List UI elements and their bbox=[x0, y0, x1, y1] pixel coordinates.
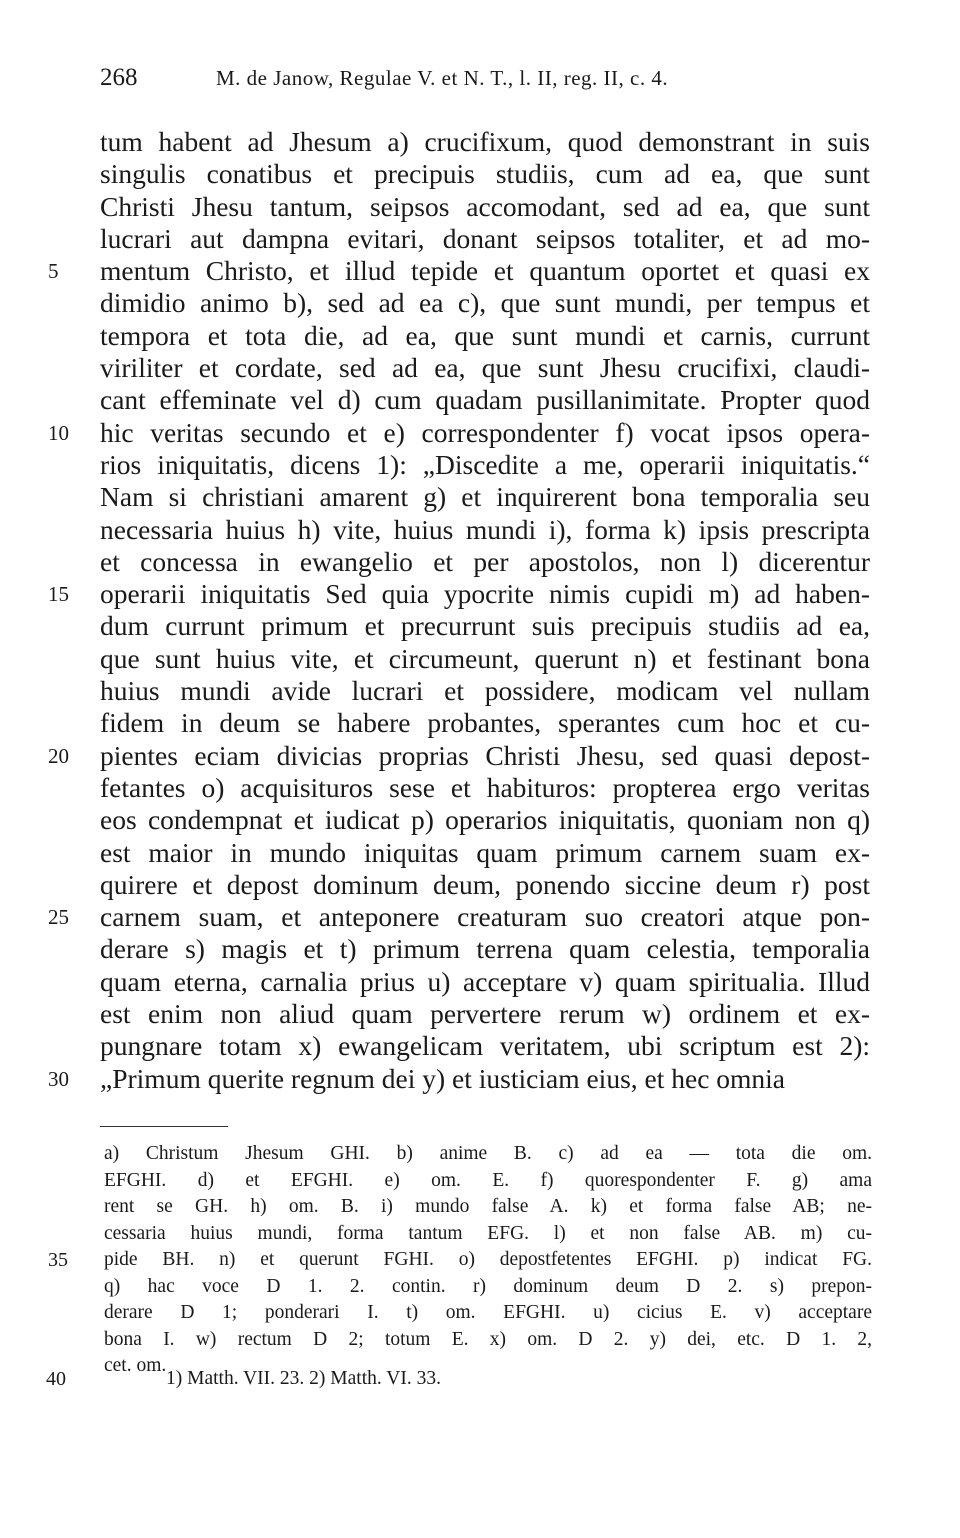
running-head: M. de Janow, Regulae V. et N. T., l. II, reg. II, c. 4. bbox=[216, 66, 669, 90]
footnote-line bbox=[104, 1221, 872, 1248]
line-number: 35 bbox=[48, 1249, 68, 1271]
body-line bbox=[100, 320, 870, 352]
body-line-text: tum habent ad Jhesum a) crucifixum, quod demonstrant in suis bbox=[100, 126, 870, 157]
body-line bbox=[100, 610, 870, 642]
body-line-text: operarii iniquitatis Sed quia ypocrite nimis cupidi m) ad haben- bbox=[100, 578, 870, 610]
line-number: 25 bbox=[48, 905, 69, 930]
body-line bbox=[100, 966, 870, 998]
footnote-line bbox=[104, 1194, 872, 1221]
body-line bbox=[100, 707, 870, 739]
page-header bbox=[100, 64, 870, 100]
page-number: 268 bbox=[100, 64, 138, 91]
body-line bbox=[100, 287, 870, 319]
body-line-text: huius mundi avide lucrari et possidere, modicam vel nullam bbox=[100, 675, 870, 707]
body-line bbox=[100, 998, 870, 1030]
footnote-line-text: cessaria huius mundi, forma tantum EFG. l) et non false AB. m) cu- bbox=[104, 1222, 872, 1244]
body-line bbox=[100, 449, 870, 481]
body-line bbox=[48, 739, 870, 772]
body-line bbox=[100, 869, 870, 901]
body-line-text: dimidio animo b), sed ad ea c), que sunt mundi, per tempus et bbox=[100, 287, 870, 319]
footnote-line bbox=[104, 1274, 872, 1301]
body-line-text: mentum Christo, et illud tepide et quantum oportet et quasi ex bbox=[100, 255, 870, 287]
body-line bbox=[100, 643, 870, 675]
body-line bbox=[100, 158, 870, 190]
footnote-line bbox=[104, 1327, 872, 1354]
footnote-line bbox=[104, 1141, 872, 1168]
body-line-text: cant effeminate vel d) cum quadam pusillanimitate. Propter quod bbox=[100, 384, 870, 416]
body-line bbox=[100, 223, 870, 255]
source-notes: 1) Matth. VII. 23. 2) Matth. VI. 33. bbox=[166, 1368, 441, 1389]
body-line bbox=[100, 546, 870, 578]
body-line bbox=[100, 1030, 870, 1062]
body-line-text: dum currunt primum et precurrunt suis precipuis studiis ad ea, bbox=[100, 610, 870, 642]
body-line-text: carnem suam, et anteponere creaturam suo creatori atque pon- bbox=[100, 901, 870, 933]
body-line bbox=[48, 1062, 870, 1095]
footnote-line-text: bona I. w) rectum D 2; totum E. x) om. D 2. y) dei, etc. D 1. 2, bbox=[104, 1328, 872, 1350]
body-line bbox=[100, 514, 870, 546]
footnote-line-text: pide BH. n) et querunt FGHI. o) depostfetentes EFGHI. p) indicat FG. bbox=[104, 1249, 872, 1270]
body-line-text: lucrari aut dampna evitari, donant seipsos totaliter, et ad mo- bbox=[100, 222, 870, 254]
body-line bbox=[48, 255, 870, 287]
body-line bbox=[100, 804, 870, 836]
body-line-text: viriliter et cordate, sed ad ea, que sunt Jhesu crucifixi, claudi- bbox=[100, 352, 870, 384]
body-line bbox=[100, 191, 870, 223]
body-line-text: singulis conatibus et precipuis studiis, cum ad ea, que sunt bbox=[100, 158, 870, 190]
body-line-text: quirere et depost dominum deum, ponendo siccine deum r) post bbox=[100, 868, 870, 900]
source-line-number: 40 bbox=[46, 1368, 66, 1390]
footnote-line-text: a) Christum Jhesum GHI. b) anime B. c) ad ea — tota die om. bbox=[104, 1143, 872, 1164]
body-line-text: fidem in deum se habere probantes, sperantes cum hoc et cu- bbox=[100, 707, 870, 739]
footnote-line-text: q) hac voce D 1. 2. contin. r) dominum deum D 2. s) prepon- bbox=[104, 1275, 872, 1297]
body-line bbox=[100, 772, 870, 804]
line-number: 5 bbox=[48, 259, 59, 284]
footnote-line bbox=[104, 1168, 872, 1195]
footnote-line-text: cet. om. bbox=[104, 1355, 167, 1376]
body-line bbox=[100, 675, 870, 707]
body-line bbox=[100, 126, 870, 158]
body-line-text: pungnare totam x) ewangelicam veritatem, ubi scriptum est 2): bbox=[100, 1030, 870, 1062]
body-line bbox=[48, 901, 870, 933]
body-line-text: pientes eciam divicias proprias Christi Jhesu, sed quasi depost- bbox=[100, 739, 870, 771]
body-line bbox=[48, 416, 870, 449]
line-number: 20 bbox=[48, 743, 69, 768]
footnote-line bbox=[48, 1247, 872, 1274]
body-line-text: et concessa in ewangelio et per apostolos, non l) dicerentur bbox=[100, 545, 870, 577]
footnote-line bbox=[104, 1300, 872, 1327]
body-line-text: hic veritas secundo et e) correspondenter f) vocat ipsos opera- bbox=[100, 416, 870, 448]
main-text bbox=[48, 126, 870, 1095]
body-line-text: est maior in mundo iniquitas quam primum carnem suam ex- bbox=[100, 836, 870, 868]
body-line bbox=[100, 933, 870, 965]
body-line bbox=[100, 384, 870, 416]
body-line bbox=[100, 837, 870, 869]
footnote-separator bbox=[100, 1126, 228, 1127]
body-line-text: Christi Jhesu tantum, seipsos accomodant, sed ad ea, que sunt bbox=[100, 190, 870, 222]
body-line-text: „Primum querite regnum dei y) et iusticiam eius, et hec omnia bbox=[100, 1062, 786, 1094]
line-number: 15 bbox=[48, 582, 69, 607]
body-line-text: que sunt huius vite, et circumeunt, querunt n) et festinant bona bbox=[100, 642, 870, 674]
footnotes bbox=[48, 1141, 872, 1380]
footnote-line-text: rent se GH. h) om. B. i) mundo false A. k) et forma false AB; ne- bbox=[104, 1196, 872, 1217]
body-line bbox=[100, 481, 870, 513]
body-line-text: necessaria huius h) vite, huius mundi i), forma k) ipsis prescripta bbox=[100, 513, 870, 545]
body-line-text: derare s) magis et t) primum terrena quam celestia, temporalia bbox=[100, 933, 870, 965]
body-line-text: tempora et tota die, ad ea, que sunt mundi et carnis, currunt bbox=[100, 319, 870, 351]
body-line-text: rios iniquitatis, dicens 1): „Discedite a me, operarii iniquitatis.“ bbox=[100, 448, 870, 480]
footnote-line-text: EFGHI. d) et EFGHI. e) om. E. f) quorespondenter F. g) ama bbox=[104, 1169, 872, 1191]
body-line-text: fetantes o) acquisituros sese et habituros: propterea ergo veritas bbox=[100, 771, 870, 803]
line-number: 10 bbox=[48, 420, 69, 445]
body-line-text: quam eterna, carnalia prius u) acceptare v) quam spiritualia. Illud bbox=[100, 965, 870, 997]
body-line bbox=[48, 578, 870, 610]
body-line-text: Nam si christiani amarent g) et inquirerent bona temporalia seu bbox=[100, 481, 870, 513]
footnote-line-text: derare D 1; ponderari I. t) om. EFGHI. u) cicius E. v) acceptare bbox=[104, 1302, 872, 1323]
body-line-text: est enim non aliud quam pervertere rerum w) ordinem et ex- bbox=[100, 998, 870, 1030]
body-line bbox=[100, 352, 870, 384]
body-line-text: eos condempnat et iudicat p) operarios iniquitatis, quoniam non q) bbox=[100, 804, 870, 836]
line-number: 30 bbox=[48, 1066, 69, 1091]
